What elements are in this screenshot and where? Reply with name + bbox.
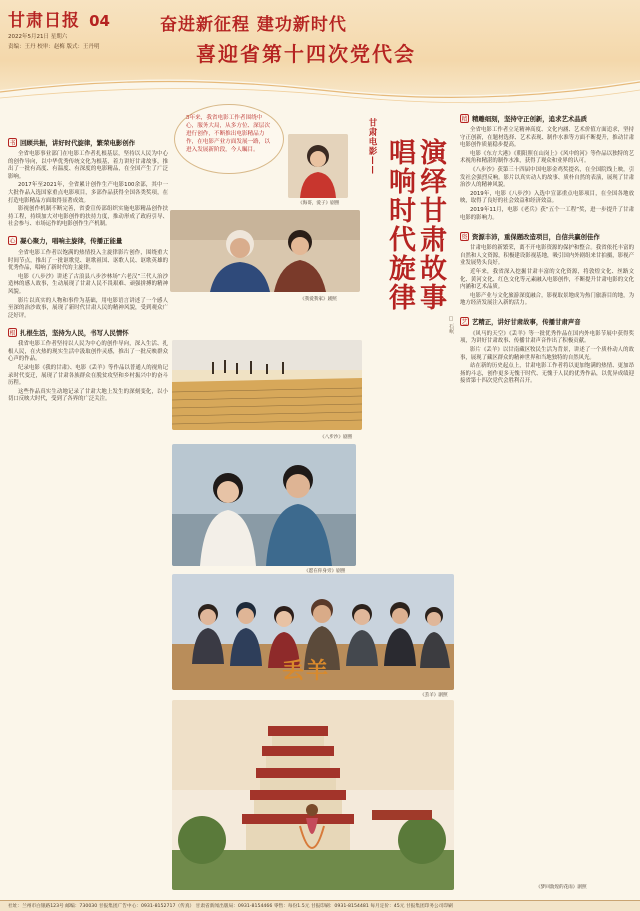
desert-photo — [172, 340, 362, 430]
caption-cast: 《丢羊》剧照 — [420, 693, 448, 698]
paragraph: 影视创作机制不断完善，省委宣传部组织实施电影精品创作扶持工程，持续加大对电影创作的扶持力度，推动形成了政府引导、社会参与、市场运作的电影创作生产机制。 — [8, 206, 168, 228]
paragraph: 纪录电影《我的甘肃》、电影《丢羊》等作品以普通人的视角记录时代变迁，展现了甘肃各族群众在脱贫攻坚和乡村振兴中的奋斗历程。 — [8, 365, 168, 387]
portrait-figure-icon — [288, 134, 348, 198]
dunhuang-photo — [172, 700, 454, 890]
paragraph: 我省电影工作者坚持以人民为中心的创作导向，深入生活、扎根人民，在火热的现实生活中汲取创作灵感，推出了一批反映群众心声的作品。 — [8, 341, 168, 363]
portrait-photo — [288, 134, 348, 198]
left-column — [8, 132, 168, 902]
couple-photo — [172, 444, 356, 566]
right-section-3 — [460, 316, 634, 386]
paragraph: 这些作品真实生动地记录了甘肃大地上发生的深刻变化，以小切口反映大时代，受到了各界的广泛关注。 — [8, 388, 168, 403]
byline: □ 石岷 — [448, 316, 454, 334]
left-section-2 — [8, 235, 168, 320]
section-title: 回顾共振，讲好时代旋律，繁荣电影创作 — [20, 138, 136, 147]
elders-photo — [170, 210, 360, 292]
right-section-1 — [460, 112, 634, 222]
poster-title: 丢羊 — [282, 658, 331, 684]
title-kicker: 甘肃电影—— — [367, 118, 377, 175]
right-column — [460, 108, 634, 898]
section-header — [8, 326, 168, 338]
masthead-wave-icon — [0, 70, 640, 110]
paragraph: 近年来，我省深入挖掘甘肃丰富的文化资源，将敦煌文化、丝路文化、黄河文化、红色文化等元素融入电影创作，不断提升甘肃电影的文化内涵和艺术品质。 — [460, 268, 634, 291]
caption-dunhuang: 《梦回敦煌的花雨》剧照 — [536, 885, 587, 890]
banner-headline: 喜迎省第十四次党代会 — [196, 42, 416, 66]
caption-desert: 《八步沙》剧照 — [320, 435, 353, 440]
paragraph: 2019年11月，电影《老兵》获“五个一工程”奖，进一步提升了甘肃电影的影响力。 — [460, 206, 634, 221]
dunhuang-scene-icon — [172, 700, 454, 890]
caption-couple: 《愿在你身旁》剧照 — [304, 569, 346, 574]
right-section-2 — [460, 230, 634, 308]
left-section-1 — [8, 136, 168, 229]
issue-date: 2022年5月21日 星期六 — [8, 34, 68, 40]
caption-elders: 《我爱我家》剧照 — [300, 297, 337, 302]
newspaper-logo: 甘肃日报 — [8, 11, 80, 31]
section-header — [460, 230, 634, 242]
paragraph: 电影《八步沙》讲述了古浪县八步沙林场“六老汉”三代人治沙造林的感人故事，生动展现了甘肃人民不畏艰难、顽强拼搏的精神风貌。 — [8, 273, 168, 295]
paragraph: 影片以真实的人物和事件为基础，用电影语言讲述了一个感人至深的治沙故事，展现了新时代甘肃人民的精神风貌，受到观众广泛好评。 — [8, 297, 168, 319]
section-body — [460, 331, 634, 386]
editor-credits: 责编：王丹 校审：赵梅 版式：王丹明 — [8, 44, 100, 50]
paragraph: 电影产业与文化旅游深度融合，影视取景地成为热门旅游目的地，为地方经济发展注入新的活力。 — [460, 292, 634, 307]
paragraph: 全省电影事业部门在电影工作者扎根基层，坚持以人民为中心的创作导向，以中华优秀传统文化为根基，着力讲好甘肃故事，推出了一批有高度、有温度、有深度的电影精品，在全国产生了广泛影响。 — [8, 151, 168, 180]
section-title: 扎根生活，坚持为人民，书写人民情怀 — [20, 328, 129, 337]
masthead — [0, 0, 640, 110]
page-number: 04 — [89, 12, 110, 30]
section-header — [8, 136, 168, 148]
masthead-left — [8, 6, 128, 51]
section-body — [8, 151, 168, 229]
section-body — [8, 250, 168, 320]
paragraph: 电影《东方大港》《朝阳照在山岗上》《风中的河》等作品以独特的艺术视角和精湛的制作水准，获得了观众和业界的认可。 — [460, 150, 634, 165]
paragraph: 全省电影工作者立足精神高度、文化内涵、艺术价值方面追求，坚持守正创新，在题材选择、艺术表现、制作水准等方面不断提升，推动甘肃电影创作质量稳步提高。 — [460, 127, 634, 149]
intro-quote: 5年来，我省电影工作者围绕中心，服务大局，从多方位、深层次进行创作，不断推出电影精品力作，在电影产业方面发展一路，以进入发展新阶段，今人瞩目。 — [186, 115, 270, 153]
section-root-icon: 根 — [9, 329, 16, 337]
section-title: 凝心聚力，唱响主旋律，传播正能量 — [20, 237, 123, 246]
section-header — [460, 112, 634, 124]
paragraph: 甘肃电影的新繁荣，离不开电影资源的保护和整合。我省依托丰富的自然和人文资源，积极建设影视基地，吸引国内外剧组来甘拍摄，影视产业发展势头良好。 — [460, 245, 634, 267]
section-header — [8, 235, 168, 247]
footer-imprint: 社址：兰州市白银路123号 邮编：730030 甘报集团广告中心：0931-8152717（传真） 甘肃省新闻出版局：0931-8154466 零售：每份1.5元 甘报印刷：0931-8154481 每月定价：45元 甘报集团印务公司印刷 — [0, 900, 640, 911]
section-header — [460, 316, 634, 328]
section-resource-icon: 资 — [461, 233, 468, 241]
slogan: 奋进新征程 建功新时代 — [160, 15, 347, 35]
cast-poster — [172, 574, 454, 690]
section-title: 资源丰沛，重保题改造项目，自信共赢创佳作 — [472, 232, 600, 241]
caption-portrait: 《海哥，爱子》剧照 — [298, 201, 340, 206]
page-title: 演绎甘肃故事 唱响时代旋律 — [384, 138, 446, 312]
section-title: 精雕细刻，坚持守正创新，追求艺术品质 — [472, 114, 588, 123]
paragraph: 全省电影工作者以饱满的热情投入主旋律影片创作，围绕重大时间节点，推出了一批讴歌党、讴歌祖国、讴歌人民、讴歌英雄的优秀作品，唱响了新时代的主旋律。 — [8, 249, 168, 272]
paragraph: 影片《丢羊》以甘南藏区牧民生活为背景，讲述了一个质朴动人的故事，展现了藏区群众的精神世界和当地独特的自然风光。 — [460, 347, 634, 361]
section-title: 艺精正，讲好甘肃故事，传播甘肃声音 — [472, 318, 581, 327]
section-book-icon: 书 — [9, 139, 16, 147]
section-heart-icon: 心 — [9, 238, 16, 246]
section-craft-icon: 精 — [461, 115, 468, 123]
paragraph: 站在新的历史起点上，甘肃电影工作者将以更加饱满的热情、更加昂扬的斗志，创作更多无愧于时代、无愧于人民的优秀作品，以优异成绩迎接省第十四次党代会胜利召开。 — [460, 363, 634, 385]
section-body — [460, 127, 634, 222]
elders-scene-icon — [170, 210, 360, 292]
desert-scene-icon — [172, 340, 362, 430]
section-art-icon: 艺 — [461, 319, 468, 327]
couple-scene-icon — [172, 444, 356, 566]
section-body — [460, 245, 634, 308]
section-body — [8, 341, 168, 404]
left-section-3 — [8, 326, 168, 404]
paragraph: 《八步沙》获第三十四届中国电影金鸡奖提名，在全国院线上映，引发社会强烈反响。影片以真实动人的故事、质朴自然的表演，展现了甘肃治沙人的精神风貌。 — [460, 166, 634, 189]
paragraph: 《风马的天空》《丢羊》等一批优秀作品在国内外电影节展中获得奖项，为讲好甘肃故事、传播甘肃声音作出了积极贡献。 — [460, 330, 634, 345]
paragraph: 2019年，电影《八步沙》入选中宣部重点电影项目，在全国各地放映，取得了良好的社会效益和经济效益。 — [460, 190, 634, 205]
paragraph: 2017年至2021年，全省累计创作生产电影100余部，其中一大批作品入选国家重点电影项目，多部作品获得全国各类奖项，在打造电影精品方面取得显著成效。 — [8, 182, 168, 204]
